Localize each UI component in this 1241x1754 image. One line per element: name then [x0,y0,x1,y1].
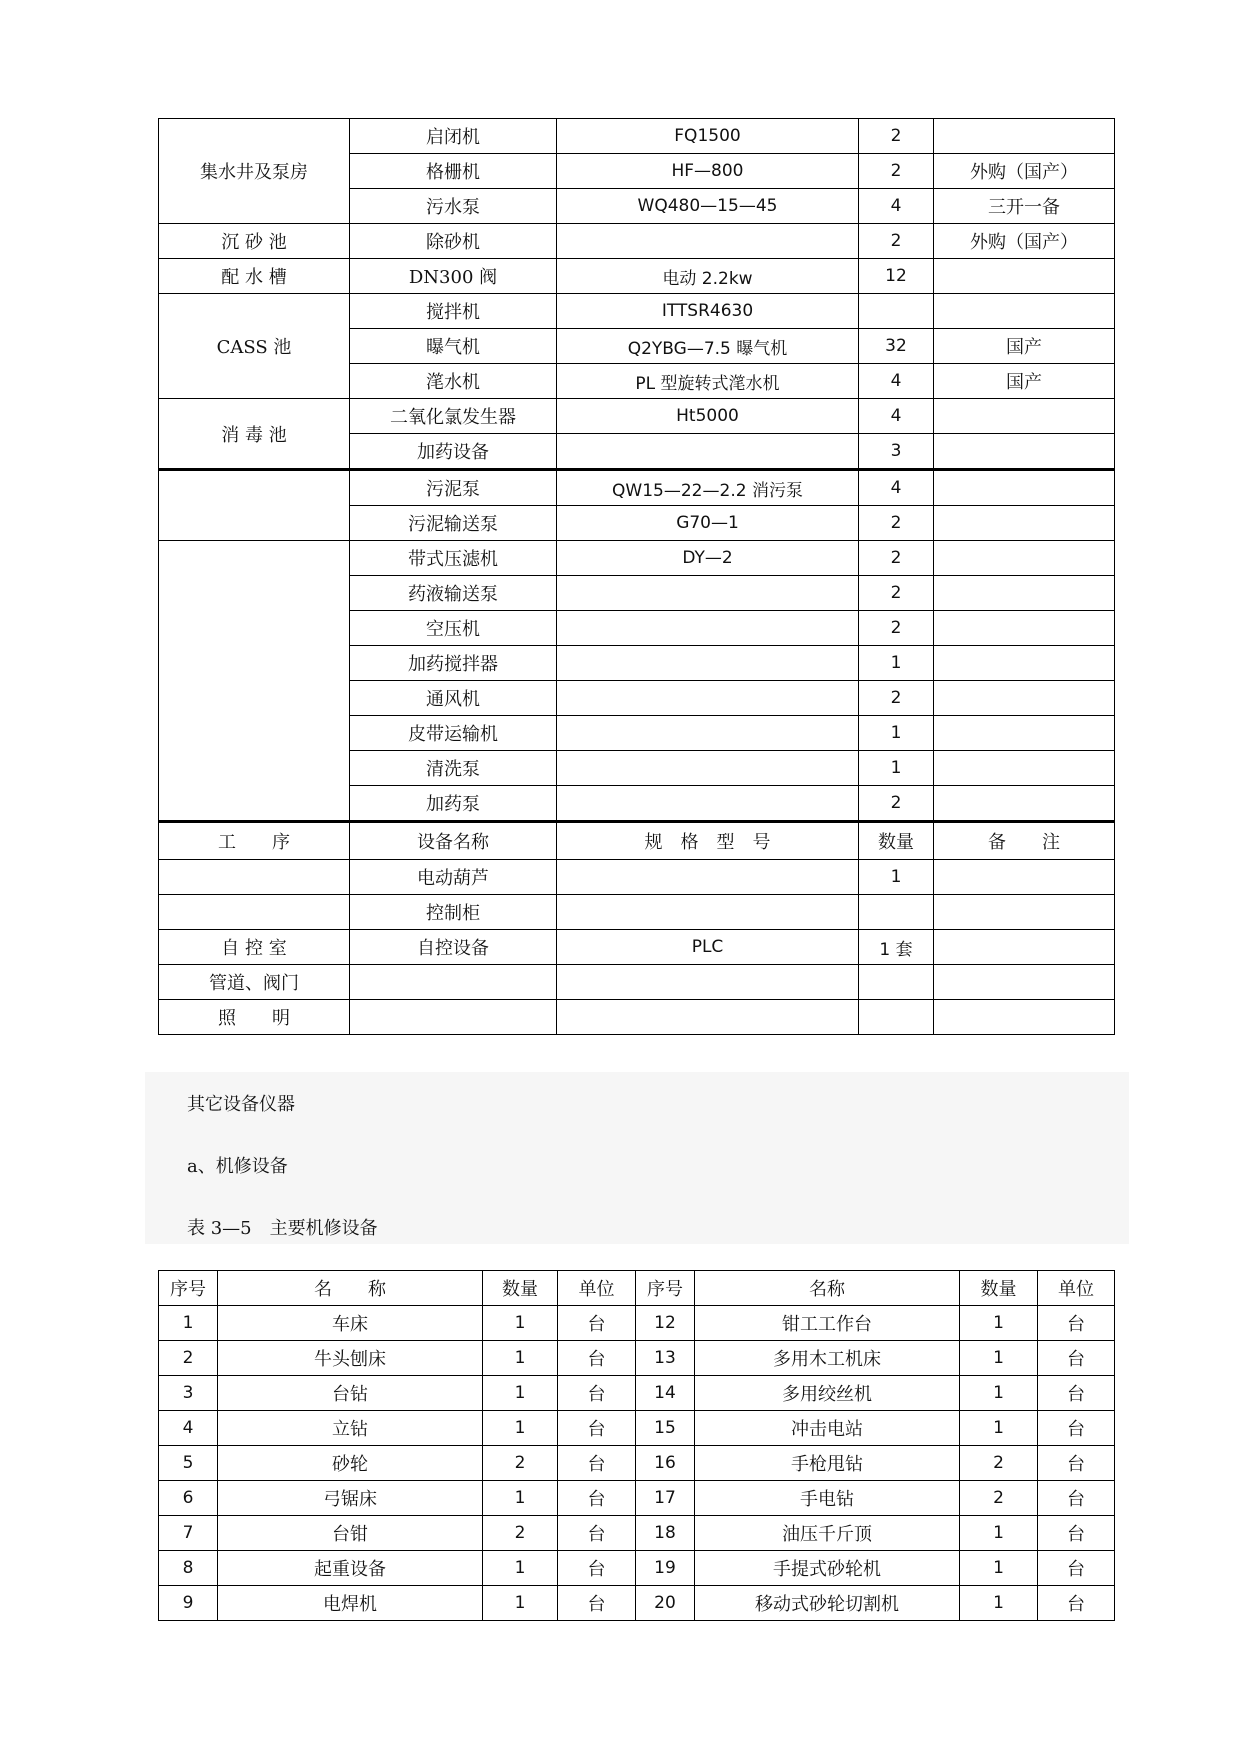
serial-number: 1 [159,1306,218,1341]
equipment-qty: 4 [859,399,934,434]
column-header: 单位 [558,1271,636,1306]
repair-equipment-table [158,1270,1115,1621]
equipment-name: 多用木工机床 [695,1341,960,1376]
table-row [159,930,1115,965]
equipment-name: 通风机 [350,681,557,716]
equipment-qty: 1 [483,1376,558,1411]
equipment-note [934,470,1115,506]
equipment-spec [557,611,859,646]
equipment-unit: 台 [1038,1551,1115,1586]
process-group: CASS 池 [159,294,350,399]
equipment-qty: 1 [859,646,934,681]
equipment-qty: 1 [859,716,934,751]
equipment-spec [557,716,859,751]
serial-number: 18 [636,1516,695,1551]
equipment-note: 外购（国产） [934,224,1115,259]
equipment-qty: 1 [483,1411,558,1446]
serial-number: 9 [159,1586,218,1621]
equipment-note [934,294,1115,329]
equipment-name: 钳工工作台 [695,1306,960,1341]
equipment-note [934,930,1115,965]
serial-number: 19 [636,1551,695,1586]
equipment-spec [557,751,859,786]
table-row [159,1551,1115,1586]
table-row [159,119,1115,154]
process-group: 消 毒 池 [159,399,350,470]
equipment-name: 移动式砂轮切割机 [695,1586,960,1621]
equipment-name: 车床 [218,1306,483,1341]
table-row [159,399,1115,434]
equipment-spec [557,576,859,611]
equipment-note [934,786,1115,822]
equipment-qty: 3 [859,434,934,470]
equipment-qty: 2 [859,681,934,716]
serial-number: 16 [636,1446,695,1481]
equipment-note [934,434,1115,470]
equipment-unit: 台 [558,1376,636,1411]
column-header: 名 称 [218,1271,483,1306]
equipment-name: 除砂机 [350,224,557,259]
column-header: 规 格 型 号 [557,822,859,860]
equipment-spec [557,434,859,470]
equipment-spec [557,786,859,822]
equipment-name: 多用绞丝机 [695,1376,960,1411]
equipment-spec: WQ480—15—45 [557,189,859,224]
equipment-name: 皮带运输机 [350,716,557,751]
column-header: 序号 [636,1271,695,1306]
equipment-name: 曝气机 [350,329,557,364]
column-header: 单位 [1038,1271,1115,1306]
process-group [159,470,350,541]
equipment-qty: 4 [859,189,934,224]
column-header: 工 序 [159,822,350,860]
equipment-name: 控制柜 [350,895,557,930]
equipment-qty: 1 [960,1306,1038,1341]
equipment-qty: 2 [859,786,934,822]
equipment-name: 污泥输送泵 [350,506,557,541]
equipment-unit: 台 [558,1516,636,1551]
equipment-qty: 1 [960,1586,1038,1621]
equipment-spec: FQ1500 [557,119,859,154]
equipment-spec [557,860,859,895]
equipment-name: 搅拌机 [350,294,557,329]
equipment-qty: 2 [859,611,934,646]
table-row [159,1306,1115,1341]
equipment-name: 加药搅拌器 [350,646,557,681]
serial-number: 20 [636,1586,695,1621]
serial-number: 5 [159,1446,218,1481]
table-row [159,1446,1115,1481]
equipment-note [934,1000,1115,1035]
process-group [159,860,350,895]
column-header: 序号 [159,1271,218,1306]
process-group: 集水井及泵房 [159,119,350,224]
equipment-note [934,576,1115,611]
equipment-unit: 台 [558,1306,636,1341]
equipment-unit: 台 [1038,1516,1115,1551]
equipment-spec: PLC [557,930,859,965]
equipment-spec [557,681,859,716]
equipment-note [934,259,1115,294]
equipment-note: 三开一备 [934,189,1115,224]
equipment-note [934,611,1115,646]
equipment-qty: 2 [483,1446,558,1481]
column-header: 数量 [960,1271,1038,1306]
equipment-unit: 台 [558,1551,636,1586]
equipment-spec [557,646,859,681]
equipment-name: 清洗泵 [350,751,557,786]
column-header: 数量 [483,1271,558,1306]
column-header: 备 注 [934,822,1115,860]
serial-number: 4 [159,1411,218,1446]
equipment-qty: 1 套 [859,930,934,965]
equipment-spec [557,895,859,930]
equipment-spec: ITTSR4630 [557,294,859,329]
table-row [159,259,1115,294]
serial-number: 12 [636,1306,695,1341]
serial-number: 8 [159,1551,218,1586]
table-row [159,860,1115,895]
equipment-name: 手电钻 [695,1481,960,1516]
table-row [159,965,1115,1000]
equipment-name: 起重设备 [218,1551,483,1586]
equipment-name [350,965,557,1000]
process-group [159,541,350,822]
table-caption: 表 3—5 主要机修设备 [187,1218,378,1239]
equipment-note [934,506,1115,541]
equipment-name: 电焊机 [218,1586,483,1621]
table-header-row [159,1271,1115,1306]
equipment-qty: 1 [483,1481,558,1516]
equipment-qty: 1 [960,1551,1038,1586]
process-group: 管道、阀门 [159,965,350,1000]
equipment-name: 滗水机 [350,364,557,399]
table-row [159,1516,1115,1551]
equipment-spec: QW15—22—2.2 消污泵 [557,470,859,506]
equipment-table [158,118,1115,1035]
equipment-note [934,965,1115,1000]
column-header: 设备名称 [350,822,557,860]
equipment-unit: 台 [1038,1586,1115,1621]
equipment-name: 台钻 [218,1376,483,1411]
serial-number: 14 [636,1376,695,1411]
equipment-note: 国产 [934,329,1115,364]
table-row [159,541,1115,576]
serial-number: 3 [159,1376,218,1411]
equipment-name: 手枪甩钻 [695,1446,960,1481]
equipment-qty: 2 [859,576,934,611]
equipment-note: 外购（国产） [934,154,1115,189]
equipment-name: 启闭机 [350,119,557,154]
equipment-note [934,681,1115,716]
serial-number: 2 [159,1341,218,1376]
equipment-note [934,751,1115,786]
equipment-name: 药液输送泵 [350,576,557,611]
equipment-note [934,646,1115,681]
equipment-note [934,716,1115,751]
notes-heading: 其它设备仪器 [187,1094,295,1115]
equipment-name: 立钻 [218,1411,483,1446]
equipment-note [934,860,1115,895]
equipment-qty: 1 [960,1411,1038,1446]
equipment-name [350,1000,557,1035]
table-row [159,1341,1115,1376]
table-row [159,1586,1115,1621]
equipment-note [934,399,1115,434]
table-row [159,1481,1115,1516]
equipment-name: 手提式砂轮机 [695,1551,960,1586]
equipment-qty: 2 [859,119,934,154]
equipment-qty: 2 [859,506,934,541]
equipment-qty [859,895,934,930]
table-row [159,895,1115,930]
equipment-qty: 1 [859,860,934,895]
equipment-unit: 台 [1038,1341,1115,1376]
equipment-unit: 台 [1038,1446,1115,1481]
equipment-name: DN300 阀 [350,259,557,294]
equipment-name: 格栅机 [350,154,557,189]
equipment-qty: 1 [960,1516,1038,1551]
table-row [159,224,1115,259]
equipment-unit: 台 [558,1446,636,1481]
equipment-qty [859,1000,934,1035]
process-group: 沉 砂 池 [159,224,350,259]
process-group: 照 明 [159,1000,350,1035]
equipment-unit: 台 [1038,1481,1115,1516]
table-row [159,1376,1115,1411]
column-header: 名称 [695,1271,960,1306]
equipment-qty: 4 [859,470,934,506]
equipment-qty: 2 [960,1446,1038,1481]
equipment-spec [557,965,859,1000]
table-row [159,294,1115,329]
equipment-qty: 1 [483,1551,558,1586]
equipment-name: 加药泵 [350,786,557,822]
equipment-spec: Ht5000 [557,399,859,434]
equipment-unit: 台 [1038,1376,1115,1411]
equipment-note [934,541,1115,576]
equipment-name: 带式压滤机 [350,541,557,576]
table-header-row [159,822,1115,860]
equipment-unit: 台 [558,1481,636,1516]
equipment-spec: PL 型旋转式滗水机 [557,364,859,399]
equipment-qty: 4 [859,364,934,399]
equipment-name: 加药设备 [350,434,557,470]
equipment-note [934,119,1115,154]
equipment-spec: G70—1 [557,506,859,541]
equipment-qty [859,965,934,1000]
equipment-qty [859,294,934,329]
process-group [159,895,350,930]
equipment-name: 砂轮 [218,1446,483,1481]
equipment-name: 电动葫芦 [350,860,557,895]
equipment-name: 污泥泵 [350,470,557,506]
equipment-spec [557,1000,859,1035]
equipment-qty: 1 [960,1376,1038,1411]
equipment-qty: 1 [483,1306,558,1341]
equipment-name: 油压千斤顶 [695,1516,960,1551]
equipment-unit: 台 [1038,1306,1115,1341]
serial-number: 7 [159,1516,218,1551]
table-row [159,1000,1115,1035]
notes-subheading: a、机修设备 [187,1156,288,1177]
equipment-qty: 12 [859,259,934,294]
equipment-qty: 2 [960,1481,1038,1516]
equipment-qty: 2 [859,541,934,576]
equipment-name: 牛头刨床 [218,1341,483,1376]
equipment-name: 弓锯床 [218,1481,483,1516]
serial-number: 17 [636,1481,695,1516]
equipment-name: 污水泵 [350,189,557,224]
equipment-qty: 1 [483,1341,558,1376]
equipment-qty: 2 [483,1516,558,1551]
process-group: 自 控 室 [159,930,350,965]
table-row [159,470,1115,506]
serial-number: 6 [159,1481,218,1516]
equipment-name: 自控设备 [350,930,557,965]
equipment-spec: HF—800 [557,154,859,189]
equipment-spec [557,224,859,259]
serial-number: 15 [636,1411,695,1446]
equipment-qty: 1 [483,1586,558,1621]
table-row [159,1411,1115,1446]
equipment-qty: 1 [859,751,934,786]
equipment-name: 台钳 [218,1516,483,1551]
equipment-unit: 台 [1038,1411,1115,1446]
equipment-spec: Q2YBG—7.5 曝气机 [557,329,859,364]
equipment-qty: 2 [859,224,934,259]
process-group: 配 水 槽 [159,259,350,294]
equipment-spec: 电动 2.2kw [557,259,859,294]
equipment-qty: 2 [859,154,934,189]
equipment-qty: 32 [859,329,934,364]
equipment-name: 空压机 [350,611,557,646]
equipment-unit: 台 [558,1586,636,1621]
serial-number: 13 [636,1341,695,1376]
equipment-unit: 台 [558,1341,636,1376]
equipment-name: 冲击电站 [695,1411,960,1446]
notes-block [145,1072,1129,1244]
equipment-spec: DY—2 [557,541,859,576]
equipment-note: 国产 [934,364,1115,399]
column-header: 数量 [859,822,934,860]
equipment-name: 二氧化氯发生器 [350,399,557,434]
equipment-qty: 1 [960,1341,1038,1376]
equipment-unit: 台 [558,1411,636,1446]
equipment-note [934,895,1115,930]
